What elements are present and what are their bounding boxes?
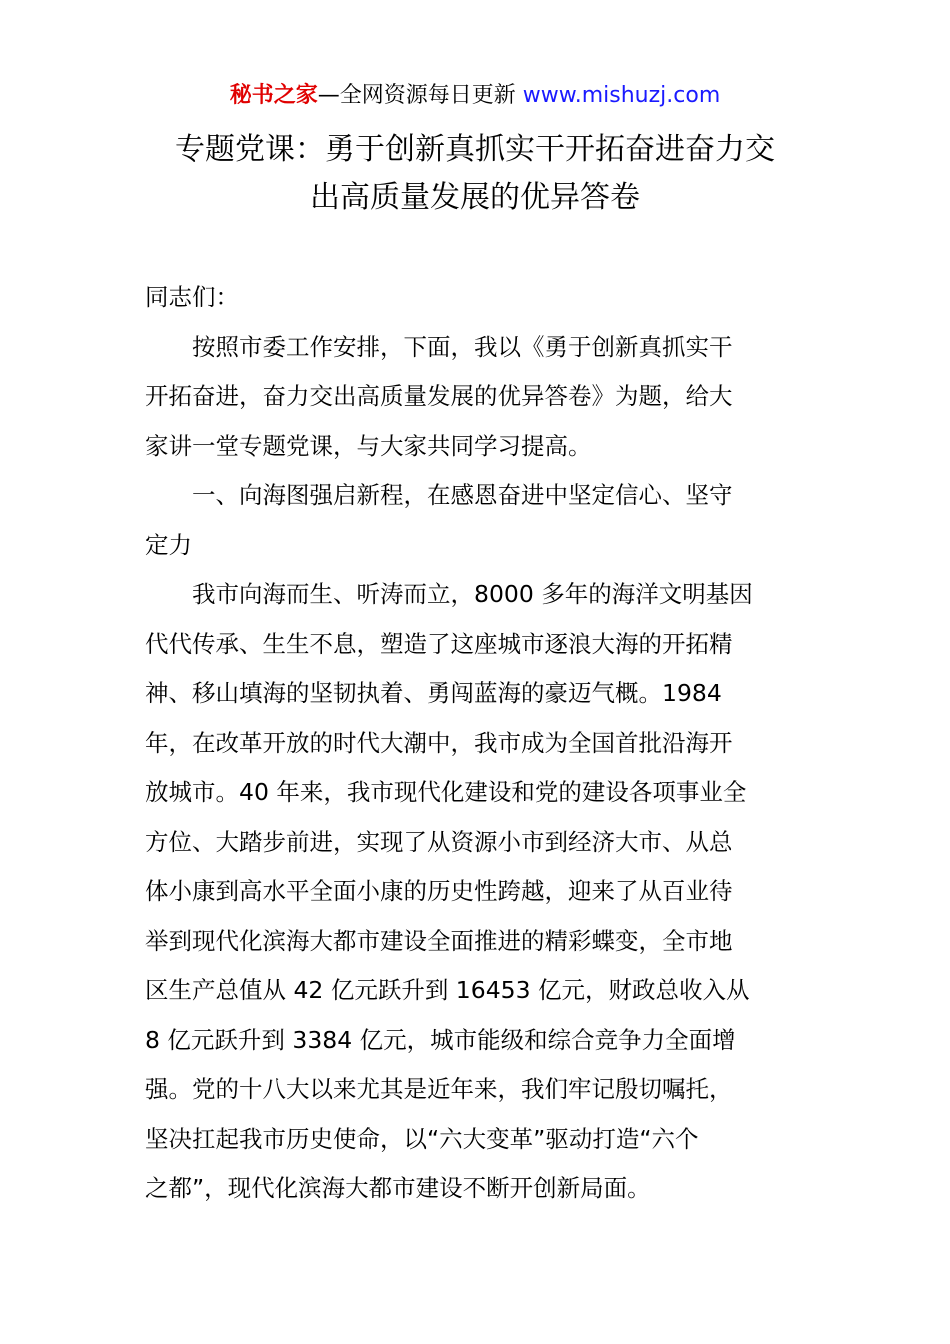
paragraph-line: 8 亿元跃升到 3384 亿元，城市能级和综合竞争力全面增 [145, 1025, 736, 1054]
paragraph-line: 强。党的十八大以来尤其是近年来，我们牢记殷切嘱托， [145, 1075, 733, 1103]
salutation [145, 273, 810, 323]
paragraph-line: 神、移山填海的坚韧执着、勇闯蓝海的豪迈气概。1984 [145, 679, 722, 707]
paragraph-line: 举到现代化滨海大都市建设全面推进的精彩蝶变，全市地 [145, 926, 733, 955]
salutation-text: 同志们： [145, 283, 239, 311]
paragraph-line: 我市向海而生、听涛而立，8000 多年的海洋文明基因 [192, 580, 753, 608]
title-line-1: 专题党课：勇于创新真抓实干开拓奋进奋力交 [175, 132, 775, 167]
header-dash: — [317, 83, 340, 108]
paragraph-line: 开拓奋进，奋力交出高质量发展的优异答卷》为题，给大 [145, 382, 733, 410]
paragraph-line: 之都”，现代化滨海大都市建设不断开创新局面。 [145, 1174, 651, 1202]
site-header [0, 80, 950, 112]
brand-name: 秘书之家 [229, 83, 318, 108]
header-tagline: 全网资源每日更新 [339, 83, 523, 108]
document-title [120, 126, 830, 222]
paragraph-intro [145, 323, 810, 472]
paragraph-history [145, 570, 810, 1214]
paragraph-line: 代代传承、生生不息，塑造了这座城市逐浪大海的开拓精 [145, 629, 733, 658]
paragraph-line: 放城市。40 年来，我市现代化建设和党的建设各项事业全 [145, 778, 747, 806]
paragraph-line: 区生产总值从 42 亿元跃升到 16453 亿元，财政总收入从 [145, 976, 750, 1004]
paragraph-line: 体小康到高水平全面小康的历史性跨越，迎来了从百业待 [145, 877, 733, 905]
paragraph-line: 坚决扛起我市历史使命，以“六大变革”驱动打造“六个 [145, 1124, 699, 1153]
section-heading-1 [145, 471, 810, 570]
title-line-2: 出高质量发展的优异答卷 [310, 180, 640, 215]
heading-line: 定力 [145, 530, 192, 559]
paragraph-line: 家讲一堂专题党课，与大家共同学习提高。 [145, 431, 592, 460]
paragraph-line: 年，在改革开放的时代大潮中，我市成为全国首批沿海开 [145, 728, 733, 757]
heading-line: 一、向海图强启新程，在感恩奋进中坚定信心、坚守 [192, 481, 733, 509]
site-url[interactable]: www.mishuzj.com [522, 83, 721, 108]
paragraph-line: 方位、大踏步前进，实现了从资源小市到经济大市、从总 [145, 827, 733, 856]
document-body [145, 273, 810, 1214]
paragraph-line: 按照市委工作安排，下面，我以《勇于创新真抓实干 [192, 332, 733, 361]
